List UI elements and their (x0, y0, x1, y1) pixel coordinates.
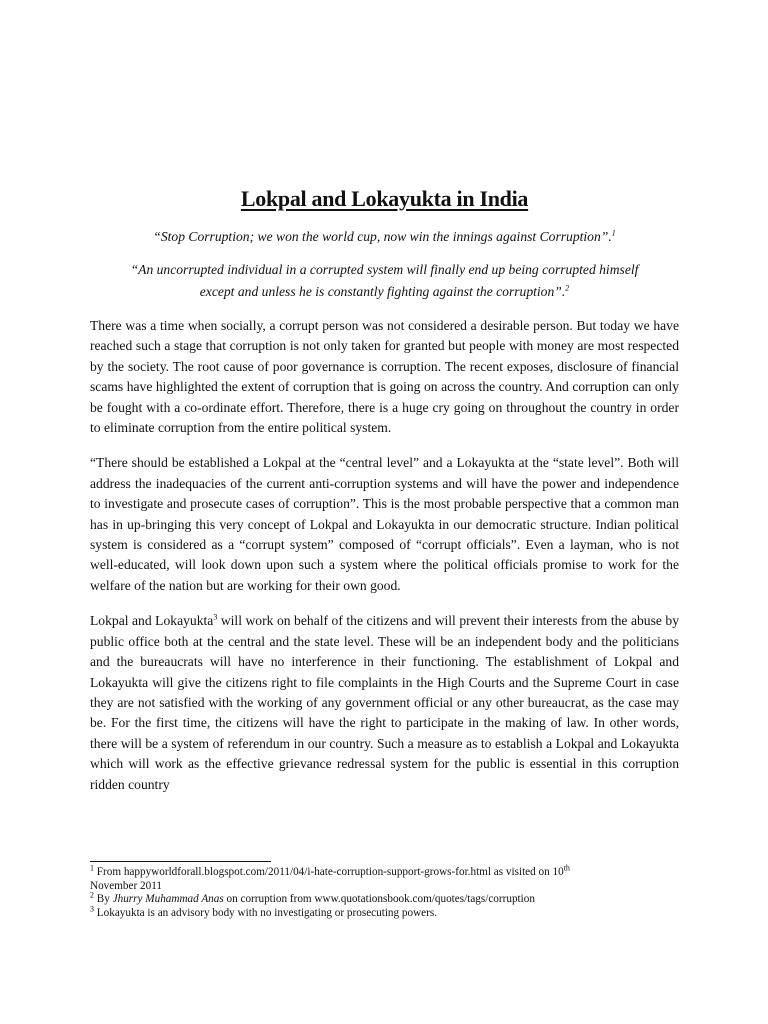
footnote-1-text-after: November 2011 (90, 879, 162, 892)
paragraph-3-rest: will work on behalf of the citizens and will prevent their interests from the abuse by public office both at the central and the state level. These will be an independent body and the politicians and the bureaucrats will have no interference in their functioning. The establishment of Lokpal and Lokayukta will give the citizens right to file complaints in the High Courts and the Supreme Court in case they are not satisfied with the working of any government official or any other bureaucrat, as the case may be. For the first time, the citizens will have the right to participate in the making of law. In other words, there will be a system of referendum in our country. Such a measure as to establish a Lokpal and Lokayukta which will work as the effective grievance redressal system for the public is essential in this corruption ridden country (90, 613, 680, 792)
paragraph-2: “There should be established a Lokpal at the “central level” and a Lokayukta at the “state level”. Both will address the inadequacies of the current anti-corruption systems and will have the power and independence to investigate and prosecute cases of corruption”. This is the most probable perspective that a common man has in up-bringing this very concept of Lokpal and Lokayukta in our democratic structure. Indian political system is considered as a “corrupt system” composed of “corrupt officials”. Even a layman, who is not well-educated, will look down upon such a system where the political officials promise to work for the welfare of the nation but are working for their own good. (90, 455, 679, 593)
footnote-2-number: 2 (90, 890, 94, 900)
footnotes (90, 863, 679, 920)
footnote-ref-3[interactable]: 3 (213, 612, 218, 622)
paragraph-1: There was a time when socially, a corrupt person was not considered a desirable person. But today we have reached such a stage that corruption is not only taken for granted but people with money are most respected by the society. The root cause of poor governance is corruption. The recent exposes, disclosure of financial scams have highlighted the extent of corruption that is going on across the country. And corruption can only be fought with a co-ordinate effort. Therefore, there is a huge cry going on throughout the country in order to eliminate corruption from the entire political system. (90, 318, 679, 436)
footnote-3 (90, 903, 679, 921)
footnote-separator (90, 861, 271, 862)
footnote-2-author: Jhurry Muhammad Anas (112, 893, 224, 905)
paragraph-3 (90, 611, 679, 795)
epigraph-quote-2-line1: “An uncorrupted individual in a corrupted system will finally end up being corrupted himself (130, 262, 639, 277)
document-title: Lokpal and Lokayukta in India (240, 186, 529, 211)
footnote-2 (90, 890, 679, 907)
epigraph-quote-2-line2: except and unless he is constantly fighting against the corruption”. (199, 284, 566, 299)
footnote-ref-2[interactable]: 2 (565, 283, 570, 293)
footnote-3-number: 3 (90, 903, 94, 913)
footnote-1 (90, 863, 679, 893)
paragraph-3-start: Lokpal and Lokayukta (90, 613, 214, 629)
footnote-1-number: 1 (90, 863, 94, 873)
footnote-3-text: Lokayukta is an advisory body with no investigating or prosecuting powers. (94, 906, 438, 919)
footnote-1-sup: th (563, 863, 570, 873)
footnote-2-text: on corruption from www.quotationsbook.com/quotes/tags/corruption (223, 893, 535, 905)
epigraph-quote-2 (90, 259, 679, 303)
footnote-2-prefix: By (94, 893, 113, 905)
epigraph-quote-1 (90, 226, 679, 248)
document-body (90, 186, 679, 810)
footnote-ref-1[interactable]: 1 (611, 228, 616, 238)
footnote-1-text: From happyworldforall.blogspot.com/2011/04/i-hate-corruption-support-grows-for.html as visited on 10 (94, 866, 564, 878)
epigraph-quote-1-text: “Stop Corruption; we won the world cup, now win the innings against Corruption”. (153, 229, 612, 244)
